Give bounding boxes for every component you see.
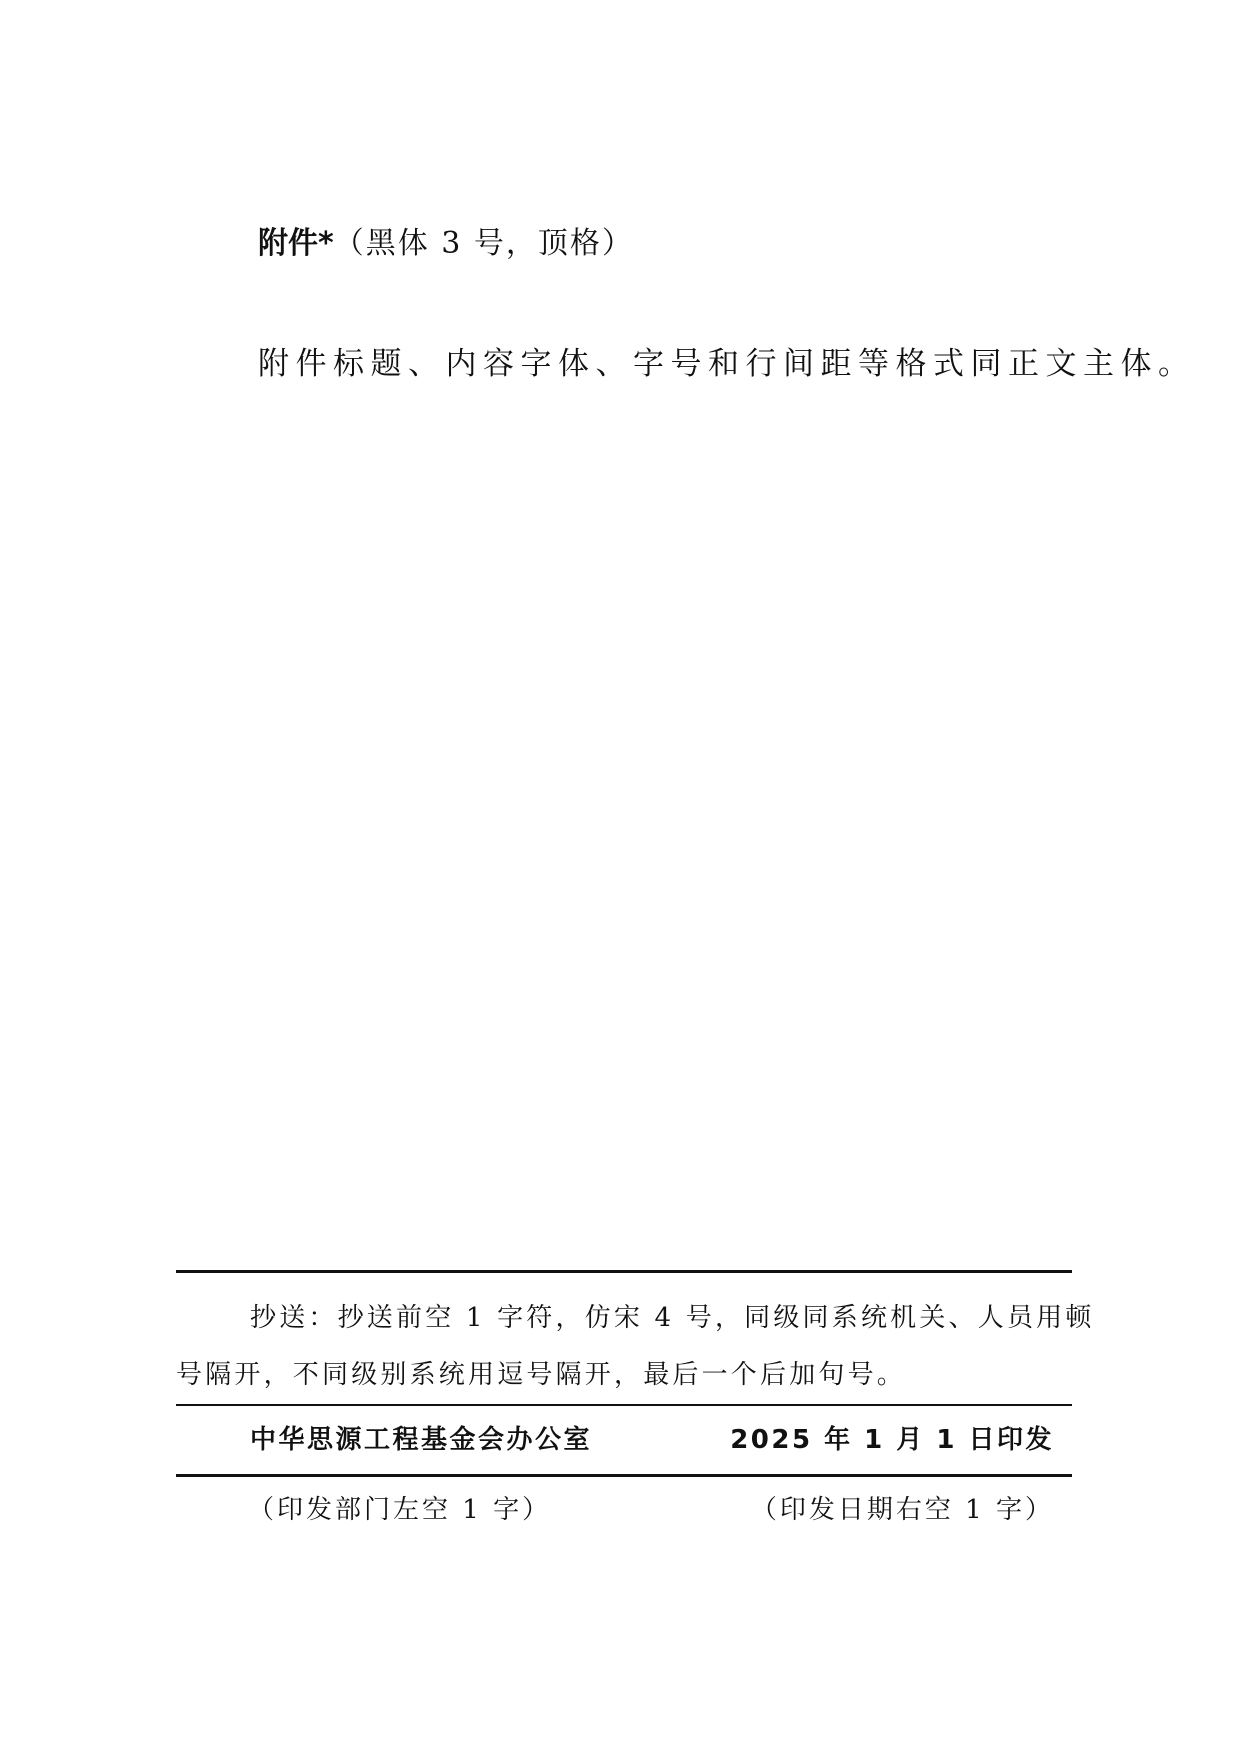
footer-bottom-rule — [176, 1474, 1072, 1477]
cc-bottom-rule — [176, 1404, 1072, 1406]
issuer-name: 中华思源工程基金会办公室 — [250, 1425, 593, 1455]
cc-line-2: 号隔开，不同级别系统用逗号隔开，最后一个后加句号。 — [176, 1360, 907, 1390]
attachment-heading — [258, 222, 634, 266]
date-note: （印发日期右空 1 字） — [750, 1495, 1054, 1525]
issue-date: 2025 年 1 月 1 日印发 — [730, 1425, 1054, 1455]
attachment-body-text: 附件标题、内容字体、字号和行间距等格式同正文主体。 — [258, 346, 1196, 382]
cc-line-1: 抄送：抄送前空 1 字符，仿宋 4 号，同级同系统机关、人员用顿 — [250, 1303, 1095, 1333]
cc-block — [176, 1290, 1095, 1404]
attachment-note: （黑体 3 号，顶格） — [333, 226, 634, 261]
cc-top-rule — [176, 1270, 1072, 1273]
attachment-label: 附件* — [258, 226, 334, 261]
issuer-note: （印发部门左空 1 字） — [248, 1495, 552, 1525]
